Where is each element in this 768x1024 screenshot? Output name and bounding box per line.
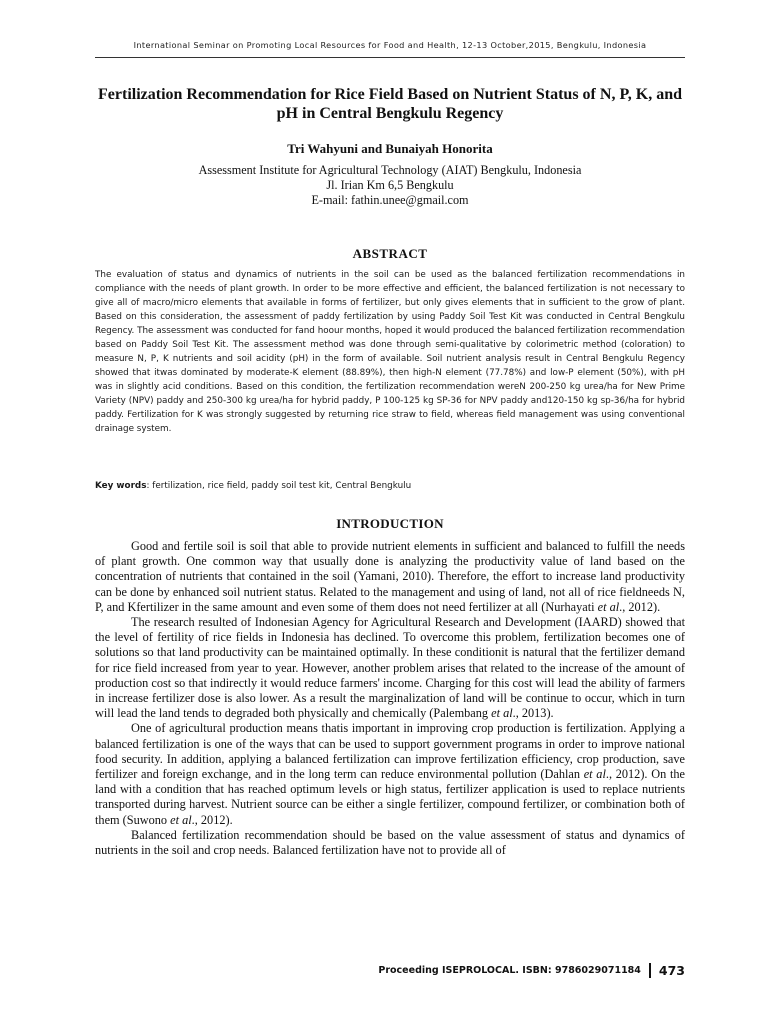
introduction-heading: INTRODUCTION — [336, 516, 444, 531]
introduction-body — [95, 539, 685, 858]
p1-text: Good and fertile soil is soil that able to provide nutrient elements in sufficient and balanced to fulfill the needs of plant growth. One common way that usually done is analyzing the productivity value of land based on the concentration of nutrients that contained in the soil (Yamani, 2010). Therefore, the effort to increase land productivity can be done by enhanced soil nutrient status. Related to the management and using of land, not all of rice fieldneeds N, P, and Kfertilizer in the same amount and even some of them does not need fertilizer at all (Nurhayati — [95, 539, 685, 614]
p3-etal-2: et al — [170, 812, 192, 827]
intro-paragraph-3 — [95, 721, 685, 827]
affiliation-block — [95, 163, 685, 208]
abstract-heading: ABSTRACT — [352, 246, 428, 261]
intro-paragraph-1 — [95, 539, 685, 615]
p2-end: ., 2013). — [512, 706, 554, 721]
keywords-line — [95, 481, 685, 491]
email: E-mail: fathin.unee@gmail.com — [311, 193, 469, 207]
p3-end: ., 2012). — [191, 812, 233, 827]
proceeding-isbn: Proceeding ISEPROLOCAL. ISBN: 9786029071184 — [378, 965, 641, 976]
authors: Tri Wahyuni and Bunaiyah Honorita — [287, 141, 493, 156]
keywords-label: Key words — [95, 481, 147, 491]
p1-etal: et al — [597, 599, 620, 614]
address: Jl. Irian Km 6,5 Bengkulu — [326, 178, 454, 192]
header-rule — [95, 57, 685, 58]
p1-end: ., 2012). — [619, 599, 661, 614]
intro-paragraph-4: Balanced fertilization recommendation should be based on the value assessment of status and dynamics of nutrients in the soil and crop needs. Balanced fertilization have not to provide all of — [95, 827, 685, 858]
p3-text-a: One of agricultural production means thatis important in improving crop production is fertilization. Applying a balanced fertilization is one of the ways that can be used to support government programs in order to improve national food security. In addition, applying a balanced fertilization can improve fertilization efficiency, crop production, save fertilizer and foreign exchange, and in the long term can reduce environmental pollution (Dahlan — [95, 721, 685, 782]
page-footer — [340, 963, 685, 978]
p2-etal: et al — [491, 706, 513, 721]
intro-paragraph-2 — [95, 615, 685, 721]
p3-etal-1: et al — [583, 767, 606, 782]
abstract-text: The evaluation of status and dynamics of nutrients in the soil can be used as the balanced fertilization recommendations in compliance with the needs of plant growth. In order to be more effective and efficient, the balanced fertilization is not necessary to give all of macro/micro elements that available in forms of fertilizer, but only gives elements that in sufficient to the grow of plant. Based on this consideration, the assessment of paddy fertilization by using Paddy Soil Test Kit was conducted in Central Bengkulu Regency. The assessment was conducted for fand hoour months, hoped it would produced the balanced fertilization recommendation based on Paddy Soil Test Kit. The assessment method was done through semi-qualitative by colorimetric method (coloration) to measure N, P, K nutrients and soil acidity (pH) in the form of available. Soil nutrient analysis result in Central Bengkulu Regency showed that itwas dominated by moderate-K element (88.89%), then high-N element (77.78%) and low-P element (50%), with pH was in slightly acid conditions. Based on this condition, the fertilization recommendation wereN 200-250 kg urea/ha for New Prime Variety (NPV) paddy and 250-300 kg urea/ha for hybrid paddy, P 100-125 kg SP-36 for NPV paddy and120-150 kg sp-36/ha for hybrid paddy. Fertilization for K was strongly suggested by returning rice straw to field, whereas field management was using conventional drainage system. — [95, 270, 685, 434]
running-head: International Seminar on Promoting Local Resources for Food and Health, 12-13 October,2015, Bengkulu, Indonesia — [133, 40, 647, 50]
p3-text-b: ., 2012). On the land with a condition that has reached optimum levels or high status, fertilizer application is used to replace nutrients transported during harvest. Nutrient source can be either a single fertilizer, compound fertilizer, or combination both of them (Suwono — [95, 767, 685, 827]
page-number: 473 — [658, 963, 685, 978]
footer-separator — [649, 963, 651, 978]
affiliation: Assessment Institute for Agricultural Technology (AIAT) Bengkulu, Indonesia — [198, 163, 582, 177]
paper-title: Fertilization Recommendation for Rice Field Based on Nutrient Status of N, P, K, and pH in Central Bengkulu Regency — [98, 86, 682, 122]
p2-text: The research resulted of Indonesian Agency for Agricultural Research and Development (IAARD) showed that the level of fertility of rice fields in Indonesia has declined. To overcome this problem, fertilization becomes one of solutions so that land productivity can be maintained optimally. In these conditionit is natural that the fertilizer demand for rice field increased from year to year. However, another problem arises that related to the increase of the amount of production cost so that indirectly it would reduce farmers' income. Charging for this cost will lead the ability of farmers in increase fertilizer dose is also lower. As a result the marginalization of land will be continue to occur, which in turn will lead the land tends to degraded both physically and chemically (Palembang — [95, 615, 685, 721]
keywords-text: : fertilization, rice field, paddy soil test kit, Central Bengkulu — [146, 481, 412, 491]
